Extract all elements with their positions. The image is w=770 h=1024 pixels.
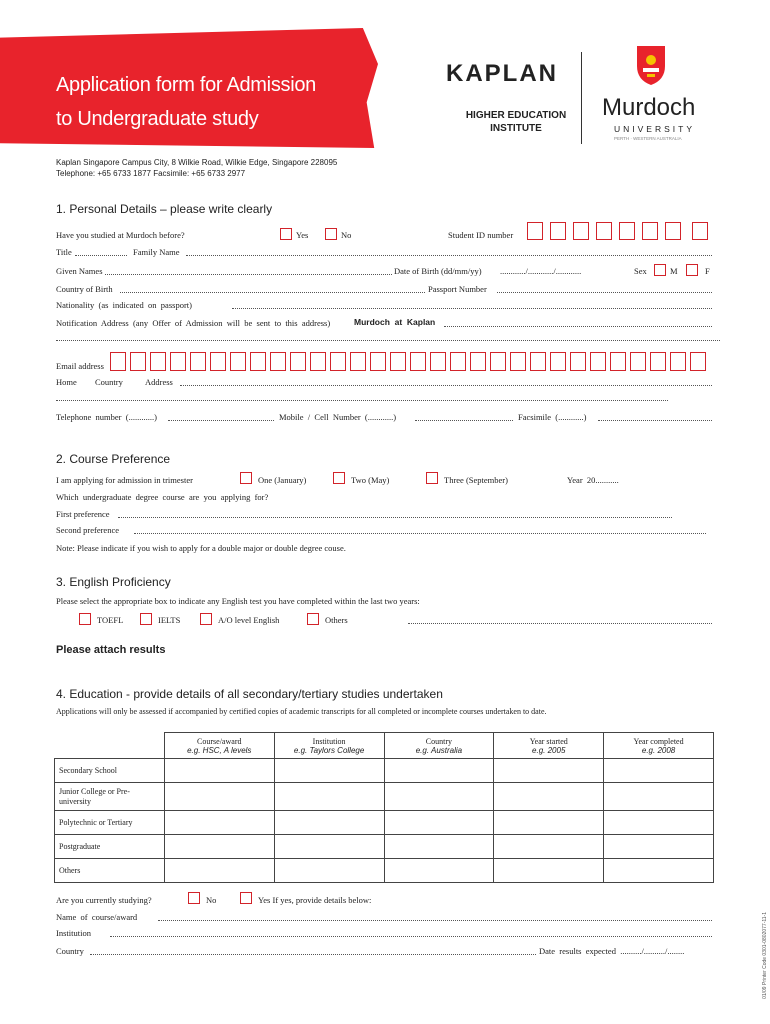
facsimile-field[interactable]: [598, 420, 712, 421]
cob-field[interactable]: [120, 292, 425, 293]
toefl-checkbox[interactable]: [79, 613, 91, 625]
campus-telephone: Telephone: +65 6733 1877 Facsimile: +65 6733 2977: [56, 169, 246, 178]
passport-label: Passport Number: [428, 284, 487, 294]
table-cell[interactable]: [274, 759, 384, 783]
student-id-box[interactable]: [642, 222, 658, 240]
section2-heading: 2. Course Preference: [56, 452, 171, 466]
email-box[interactable]: [470, 352, 486, 371]
table-row: [55, 783, 714, 811]
sex-label: Sex: [634, 266, 647, 276]
student-id-box[interactable]: [665, 222, 681, 240]
table-cell[interactable]: [604, 835, 714, 859]
home-address-field-line2[interactable]: [56, 400, 668, 401]
student-id-box[interactable]: [692, 222, 708, 240]
nationality-field[interactable]: [232, 308, 712, 309]
email-box[interactable]: [130, 352, 146, 371]
studied-no-label: No: [341, 230, 352, 240]
table-cell[interactable]: [494, 759, 604, 783]
email-box[interactable]: [590, 352, 606, 371]
trimester-two-label: Two (May): [351, 475, 390, 485]
trimester-label: I am applying for admission in trimester: [56, 475, 193, 485]
email-box[interactable]: [190, 352, 206, 371]
email-box[interactable]: [310, 352, 326, 371]
first-pref-label: First preference: [56, 509, 110, 519]
section4-heading: 4. Education - provide details of all secondary/tertiary studies undertaken: [56, 687, 443, 701]
email-box[interactable]: [630, 352, 646, 371]
trimester-one-checkbox[interactable]: [240, 472, 252, 484]
studied-yes-checkbox[interactable]: [280, 228, 292, 240]
email-box[interactable]: [330, 352, 346, 371]
study-country-label: Country: [56, 946, 84, 956]
email-box[interactable]: [110, 352, 126, 371]
col-course-header: Course/award e.g. HSC, A levels: [164, 733, 274, 759]
studied-no-checkbox[interactable]: [325, 228, 337, 240]
col-country-header: Country e.g. Australia: [384, 733, 494, 759]
email-box[interactable]: [610, 352, 626, 371]
kaplan-sub2: INSTITUTE: [490, 123, 542, 134]
form-title-line1: Application form for Admission: [56, 74, 317, 96]
email-box[interactable]: [550, 352, 566, 371]
student-id-box[interactable]: [596, 222, 612, 240]
email-label: Email address: [56, 361, 104, 371]
notification-value: Murdoch at Kaplan: [354, 317, 436, 327]
attach-results: Please attach results: [56, 644, 166, 656]
trimester-three-checkbox[interactable]: [426, 472, 438, 484]
email-box[interactable]: [350, 352, 366, 371]
email-box[interactable]: [650, 352, 666, 371]
form-title-line2: to Undergraduate study: [56, 108, 259, 130]
row-label: Polytechnic or Tertiary: [55, 811, 165, 835]
second-pref-label: Second preference: [56, 525, 120, 535]
table-cell[interactable]: [274, 835, 384, 859]
cob-label: Country of Birth: [56, 284, 113, 294]
title-field[interactable]: [75, 255, 127, 256]
mobile-label: Mobile / Cell Number (............): [279, 412, 397, 422]
email-box[interactable]: [530, 352, 546, 371]
murdoch-crest-icon: [635, 44, 667, 86]
email-box[interactable]: [250, 352, 266, 371]
email-box[interactable]: [690, 352, 706, 371]
table-cell[interactable]: [604, 759, 714, 783]
table-cell[interactable]: [384, 759, 494, 783]
mobile-field[interactable]: [415, 420, 513, 421]
email-box[interactable]: [390, 352, 406, 371]
student-id-label: Student ID number: [448, 230, 514, 240]
title-label: Title: [56, 247, 72, 257]
murdoch-logo: Murdoch: [602, 94, 696, 121]
table-cell[interactable]: [384, 783, 494, 811]
home-address-label: Address: [145, 377, 173, 387]
table-cell[interactable]: [274, 811, 384, 835]
row-label: Junior College or Pre-university: [55, 783, 165, 811]
given-names-field[interactable]: [105, 274, 392, 275]
sex-f-checkbox[interactable]: [686, 264, 698, 276]
email-box[interactable]: [410, 352, 426, 371]
which-course-label: Which undergraduate degree course are you applying for?: [56, 492, 269, 502]
email-box[interactable]: [430, 352, 446, 371]
table-cell[interactable]: [164, 759, 274, 783]
row-label: Postgraduate: [55, 835, 165, 859]
table-cell[interactable]: [384, 811, 494, 835]
table-cell[interactable]: [384, 859, 494, 883]
table-row: [55, 811, 714, 835]
home-address-field[interactable]: [180, 385, 712, 386]
ielts-checkbox[interactable]: [140, 613, 152, 625]
studied-before-label: Have you studied at Murdoch before?: [56, 230, 185, 240]
second-pref-field[interactable]: [134, 533, 706, 534]
email-box[interactable]: [570, 352, 586, 371]
toefl-label: TOEFL: [97, 615, 124, 625]
table-cell[interactable]: [164, 783, 274, 811]
home-country-label: Country: [95, 377, 123, 387]
others-field[interactable]: [408, 623, 712, 624]
kaplan-sub1: HIGHER EDUCATION: [465, 110, 567, 121]
table-header-row: [55, 733, 714, 759]
email-box[interactable]: [670, 352, 686, 371]
trimester-three-label: Three (September): [444, 475, 508, 485]
student-id-box[interactable]: [619, 222, 635, 240]
currently-studying-label: Are you currently studying?: [56, 895, 152, 905]
first-pref-field[interactable]: [118, 517, 672, 518]
student-id-box[interactable]: [573, 222, 589, 240]
sex-m-checkbox[interactable]: [654, 264, 666, 276]
table-cell[interactable]: [604, 811, 714, 835]
course-note: Note: Please indicate if you wish to apply for a double major or double degree couse.: [56, 543, 346, 553]
table-cell[interactable]: [164, 835, 274, 859]
table-cell[interactable]: [494, 783, 604, 811]
table-cell[interactable]: [604, 783, 714, 811]
home-label: Home: [56, 377, 77, 387]
table-cell[interactable]: [604, 859, 714, 883]
ao-level-checkbox[interactable]: [200, 613, 212, 625]
dob-field[interactable]: ............/............/............: [500, 266, 582, 276]
institution-field[interactable]: [110, 936, 712, 937]
nationality-label: Nationality (as indicated on passport): [56, 300, 192, 310]
studying-yes-checkbox[interactable]: [240, 892, 252, 904]
kaplan-logo: KAPLAN: [446, 60, 558, 87]
col-year-started-header: Year started e.g. 2005: [494, 733, 604, 759]
email-box[interactable]: [150, 352, 166, 371]
table-cell[interactable]: [164, 811, 274, 835]
table-row: [55, 835, 714, 859]
studying-no-checkbox[interactable]: [188, 892, 200, 904]
table-cell[interactable]: [274, 859, 384, 883]
email-box[interactable]: [270, 352, 286, 371]
email-box[interactable]: [170, 352, 186, 371]
results-expected-field[interactable]: Date results expected ........../........../........: [539, 946, 685, 956]
email-box[interactable]: [290, 352, 306, 371]
row-label: Others: [55, 859, 165, 883]
email-box[interactable]: [450, 352, 466, 371]
facsimile-label: Facsimile (............): [518, 412, 587, 422]
given-names-label: Given Names: [56, 266, 103, 276]
course-name-field[interactable]: [158, 920, 712, 921]
institution-label: Institution: [56, 928, 91, 938]
others-checkbox[interactable]: [307, 613, 319, 625]
student-id-box[interactable]: [550, 222, 566, 240]
student-id-box[interactable]: [527, 222, 543, 240]
col-year-completed-header: Year completed e.g. 2008: [604, 733, 714, 759]
murdoch-tag: PERTH · WESTERN AUSTRALIA: [614, 136, 682, 141]
table-cell[interactable]: [384, 835, 494, 859]
sex-f-label: F: [705, 266, 710, 276]
logo-divider: [581, 52, 582, 144]
year-field[interactable]: Year 20...........: [567, 475, 619, 485]
table-row: [55, 859, 714, 883]
family-name-label: Family Name: [133, 247, 180, 257]
trimester-two-checkbox[interactable]: [333, 472, 345, 484]
notification-label: Notification Address (any Offer of Admission will be sent to this address): [56, 318, 331, 328]
notification-field[interactable]: [444, 326, 712, 327]
education-note: Applications will only be assessed if accompanied by certified copies of academic transcripts for all completed or incomplete courses undertaken to date.: [56, 707, 547, 716]
table-cell[interactable]: [494, 835, 604, 859]
table-corner: [55, 733, 165, 759]
email-box[interactable]: [490, 352, 506, 371]
studying-yes-label: Yes If yes, provide details below:: [258, 895, 372, 905]
row-label: Secondary School: [55, 759, 165, 783]
sex-m-label: M: [670, 266, 678, 276]
ao-level-label: A/O level English: [218, 615, 280, 625]
table-cell[interactable]: [494, 811, 604, 835]
col-institution-header: Institution e.g. Taylors College: [274, 733, 384, 759]
table-cell[interactable]: [494, 859, 604, 883]
english-instructions: Please select the appropriate box to indicate any English test you have completed within the last two years:: [56, 596, 420, 606]
family-name-field[interactable]: [186, 255, 712, 256]
murdoch-sub: UNIVERSITY: [614, 124, 696, 134]
email-box[interactable]: [230, 352, 246, 371]
ielts-label: IELTS: [158, 615, 181, 625]
education-table: [54, 732, 714, 883]
section3-heading: 3. English Proficiency: [56, 575, 171, 589]
studied-yes-label: Yes: [296, 230, 309, 240]
campus-address: Kaplan Singapore Campus City, 8 Wilkie Road, Wilkie Edge, Singapore 228095: [56, 158, 338, 167]
table-cell[interactable]: [164, 859, 274, 883]
others-label: Others: [325, 615, 348, 625]
passport-field[interactable]: [497, 292, 712, 293]
email-box[interactable]: [210, 352, 226, 371]
email-box[interactable]: [370, 352, 386, 371]
notification-field-line2[interactable]: [56, 340, 720, 341]
email-box[interactable]: [510, 352, 526, 371]
course-name-label: Name of course/award: [56, 912, 138, 922]
table-row: [55, 759, 714, 783]
dob-label: Date of Birth (dd/mm/yy): [394, 266, 482, 276]
section1-heading: 1. Personal Details – please write clearly: [56, 202, 273, 216]
studying-no-label: No: [206, 895, 217, 905]
study-country-field[interactable]: [90, 954, 536, 955]
trimester-one-label: One (January): [258, 475, 307, 485]
table-cell[interactable]: [274, 783, 384, 811]
telephone-label: Telephone number (............): [56, 412, 157, 422]
telephone-field[interactable]: [168, 420, 274, 421]
printer-code: 01/09 Printer Code 0301-0802077-11-1: [762, 912, 768, 999]
